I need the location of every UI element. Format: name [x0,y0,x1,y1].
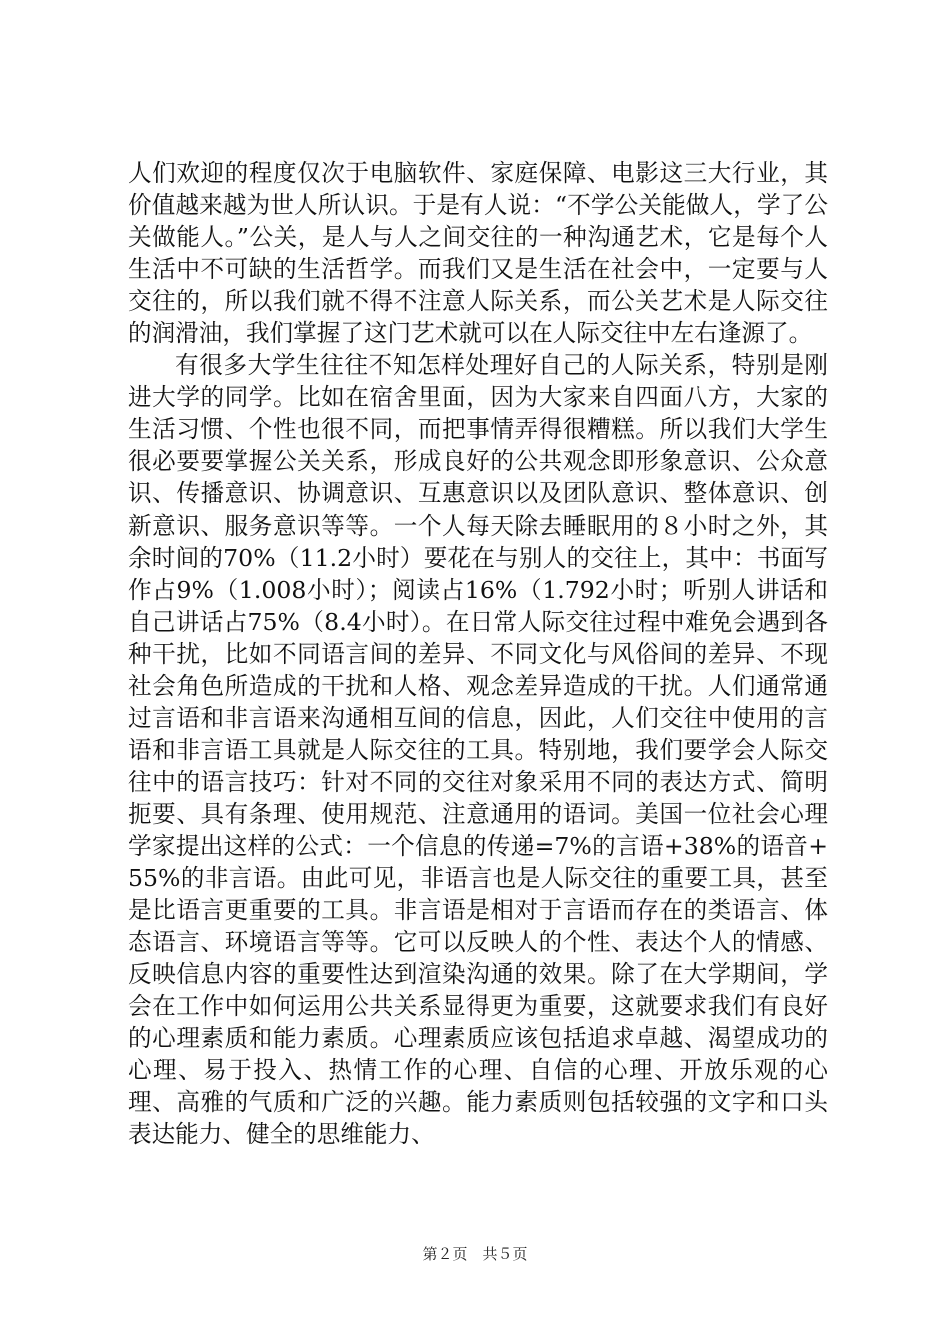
paragraph-2: 有很多大学生往往不知怎样处理好自己的人际关系，特别是刚进大学的同学。比如在宿舍里面，因为大家来自四面八方，大家的生活习惯、个性也很不同，而把事情弄得很糟糕。所以我们大学生很必要要掌握公关关系，形成良好的公共观念即形象意识、公众意识、传播意识、协调意识、互惠意识以及团队意识、整体意识、创新意识、服务意识等等。一个人每天除去睡眠用的８小时之外，其余时间的70%（11.2小时）要花在与别人的交往上，其中：书面写作占9%（1.008小时）；阅读占16%（1.792小时；听别人讲话和自己讲话占75%（8.4小时）。在日常人际交往过程中难免会遇到各种干扰，比如不同语言间的差异、不同文化与风俗间的差异、不现社会角色所造成的干扰和人格、观念差异造成的干扰。人们通常通过言语和非言语来沟通相互间的信息，因此，人们交往中使用的言语和非言语工具就是人际交往的工具。特别地，我们要学会人际交往中的语言技巧：针对不同的交往对象采用不同的表达方式、简明扼要、具有条理、使用规范、注意通用的语词。美国一位社会心理学家提出这样的公式：一个信息的传递=7%的言语+38%的语音+55%的非言语。由此可见，非语言也是人际交往的重要工具，甚至是比语言更重要的工具。非言语是相对于言语而存在的类语言、体态语言、环境语言等等。它可以反映人的个性、表达个人的情感、反映信息内容的重要性达到渲染沟通的效果。除了在大学期间，学会在工作中如何运用公共关系显得更为重要，这就要求我们有良好的心理素质和能力素质。心理素质应该包括追求卓越、渴望成功的心理、易于投入、热情工作的心理、自信的心理、开放乐观的心理、高雅的气质和广泛的兴趣。能力素质则包括较强的文字和口头表达能力、健全的思维能力、 [128,351,828,1149]
page-footer: 第２页 共５页 [422,1245,528,1263]
body-text [128,157,828,1150]
paragraph-1: 人们欢迎的程度仅次于电脑软件、家庭保障、电影这三大行业，其价值越来越为世人所认识。于是有人说：“不学公关能做人，学了公关做能人。”公关，是人与人之间交往的一种沟通艺术，它是每个人生活中不可缺的生活哲学。而我们又是生活在社会中，一定要与人交往的，所以我们就不得不注意人际关系，而公关艺术是人际交往的润滑油，我们掌握了这门艺术就可以在人际交往中左右逢源了。 [128,159,828,348]
